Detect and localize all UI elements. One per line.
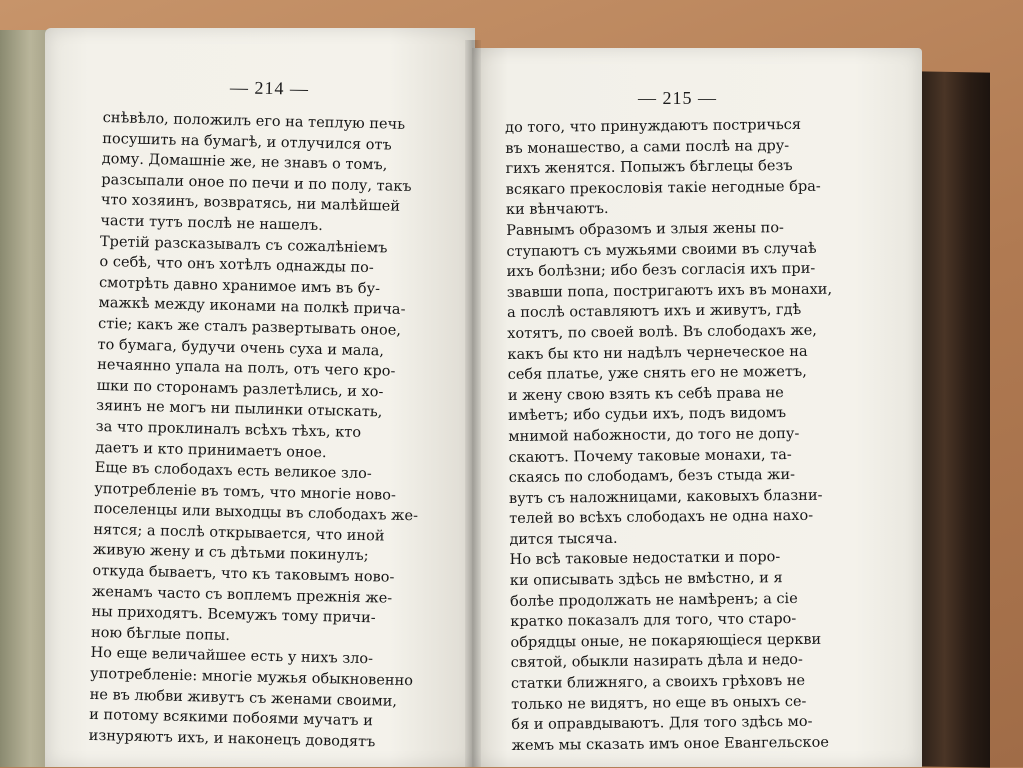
- text-line: ихъ болѣзни; ибо безъ согласія ихъ при-: [506, 260, 816, 281]
- text-line: даетъ и кто принимаетъ оное.: [95, 439, 327, 461]
- text-line: изнуряютъ ихъ, и наконецъ доводятъ: [88, 727, 376, 751]
- text-line: ки вѣнчаютъ.: [505, 201, 609, 219]
- text-line: хотятъ, по своей волѣ. Въ слободахъ же,: [507, 322, 817, 342]
- text-line: жемъ мы сказать имъ оное Евангельское: [511, 734, 829, 754]
- text-line: дому. Домашніе же, не знавъ о томъ,: [101, 151, 388, 174]
- text-line: что хозяинъ, возвратясь, ни малѣйшей: [100, 192, 401, 216]
- text-line: Еще въ слободахъ есть великое зло-: [94, 460, 372, 483]
- text-line: и жену свою взять къ себѣ права не: [507, 384, 784, 404]
- text-line: Но еще величайшее есть у нихъ зло-: [90, 645, 374, 668]
- right-page-number: — 215 —: [638, 88, 717, 108]
- book-gutter: [465, 40, 481, 767]
- text-line: посушить на бумагѣ, и отлучился отъ: [102, 130, 392, 154]
- text-line: Равнымъ образомъ и злыя жены по-: [506, 220, 785, 239]
- text-line: болѣе продолжать не намѣренъ; а сіе: [509, 590, 798, 610]
- text-line: имѣетъ; ибо судьи ихъ, подъ видомъ: [508, 405, 787, 425]
- text-line: въ монашество, а сами послѣ на дру-: [505, 137, 790, 157]
- text-line: до того, что принуждаютъ постричься: [505, 116, 802, 136]
- text-line: ны приходятъ. Всемужъ тому причи-: [91, 604, 376, 627]
- text-line: Но всѣ таковые недостатки и поро-: [509, 549, 781, 569]
- text-line: нятся; а послѣ открывается, что иной: [93, 521, 385, 545]
- text-line: живую жену и съ дѣтьми покинулъ;: [92, 542, 369, 565]
- text-line: употребленіе въ томъ, что многіе ново-: [94, 480, 396, 504]
- text-line: ступаютъ съ мужьями своими въ случаѣ: [506, 240, 817, 260]
- text-line: обрядцы оные, не покаряющіеся церкви: [510, 631, 822, 651]
- text-line: разсыпали оное по печи и по полу, такъ: [101, 171, 412, 195]
- text-line: звавши попа, постригаютъ ихъ въ монахи,: [506, 281, 833, 301]
- text-line: ки описывать здѣсь не вмѣстно, и я: [509, 570, 783, 590]
- text-line: стіе; какъ же сталъ развертывать оное,: [97, 315, 402, 339]
- text-line: бя и оправдываютъ. Для того здѣсь мо-: [511, 714, 813, 734]
- text-line: шки по сторонамъ разлетѣлись, и хо-: [96, 377, 384, 401]
- text-line: нечаянно упала на полъ, отъ чего кро-: [96, 357, 396, 380]
- text-line: кратко показалъ для того, что старо-: [510, 611, 797, 631]
- text-line: о себѣ, что онъ хотѣлъ однажды по-: [99, 254, 374, 277]
- text-line: какъ бы кто ни надѣлъ чернеческое на: [507, 343, 808, 363]
- text-line: снѣвѣло, положилъ его на теплую печь: [102, 109, 406, 133]
- text-line: части тутъ послѣ не нашелъ.: [100, 212, 323, 234]
- text-line: телей во всѣхъ слободахъ не одна нахо-: [509, 508, 814, 528]
- text-line: дится тысяча.: [509, 530, 618, 548]
- text-line: и потому всякими побоями мучатъ и: [89, 707, 374, 730]
- text-line: ною бѣглые попы.: [90, 624, 231, 644]
- text-line: статки ближняго, а своихъ грѣховъ не: [510, 672, 806, 692]
- text-line: за что проклиналъ всѣхъ тѣхъ, кто: [95, 418, 362, 441]
- text-line: женамъ часто съ воплемъ прежнія же-: [91, 583, 393, 607]
- text-line: только не видятъ, но еще въ оныхъ се-: [511, 693, 807, 713]
- text-line: откуда бываетъ, что къ таковымъ ново-: [92, 562, 395, 586]
- text-line: вутъ съ наложницами, каковыхъ блазни-: [508, 487, 823, 507]
- book-cover-right-edge: [920, 71, 990, 767]
- text-line: гихъ женятся. Попыжъ бѣглецы безъ: [505, 158, 793, 178]
- text-line: а послѣ оставляютъ ихъ и живутъ, гдѣ: [506, 302, 802, 322]
- left-page-number: — 214 —: [229, 77, 310, 99]
- text-line: смотрѣть давно хранимое имъ въ бу-: [98, 274, 381, 298]
- text-line: зяинъ не могъ ни пылинки отыскать,: [96, 398, 383, 421]
- text-line: употребленіе: многіе мужья обыкновенно: [89, 665, 414, 690]
- left-page-text: [89, 108, 463, 754]
- right-page-text: [505, 114, 884, 756]
- text-line: святой, обыкли назирать дѣла и недо-: [510, 652, 803, 672]
- text-line: скаютъ. Почему таковые монахи, та-: [508, 446, 792, 466]
- text-line: скаясь по слободамъ, безъ стыда жи-: [508, 467, 796, 487]
- text-line: мажкѣ между иконами на полкѣ прича-: [98, 295, 406, 319]
- text-line: Третій разсказывалъ съ сожалѣніемъ: [99, 233, 388, 257]
- text-line: то бумага, будучи очень суха и мала,: [97, 336, 385, 359]
- text-line: мнимой набожности, до того не допу-: [508, 425, 800, 445]
- text-line: не въ любви живутъ съ женами своими,: [89, 686, 398, 710]
- text-line: всякаго прекословія такіе негодные бра-: [505, 178, 821, 198]
- text-line: поселенцы или выходцы въ слободахъ же-: [93, 501, 419, 525]
- text-line: себя платье, уже снять его не можетъ,: [507, 363, 807, 384]
